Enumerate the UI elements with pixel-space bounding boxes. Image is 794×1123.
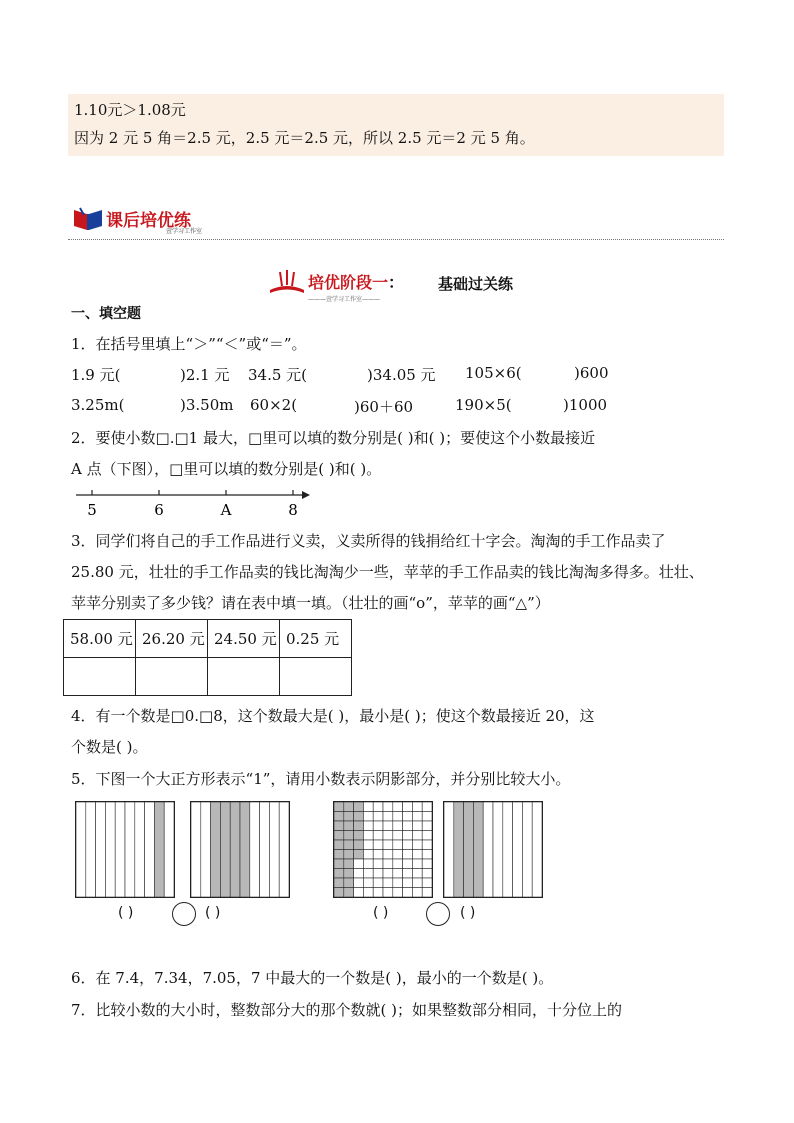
grid-cell [393,869,403,879]
compare-circle-1[interactable] [172,902,196,926]
q2-line1: 2．要使小数□.□1 最大，□里可以填的数分别是( )和( )；要使这个小数最接近 [71,429,596,447]
grid-cell [334,840,344,850]
section-title: 一、填空题 [71,306,141,322]
table-cell: 24.50 元 [208,620,280,658]
strip-cell [503,802,513,897]
tick-label-5: 5 [87,501,97,519]
strip-cell [513,802,523,897]
q7-text: 7．比较小数的大小时，整数部分大的那个数就( )；如果整数部分相同，十分位上的 [71,1001,623,1019]
grid-cell [393,850,403,860]
strip-cell [96,802,106,897]
grid-cell [412,888,422,898]
strip-cell [105,802,115,897]
table-row [64,620,352,658]
grid-cell [344,831,354,841]
grid-cell [383,840,393,850]
grid-cell [422,869,432,879]
q3-line2: 25.80 元，壮壮的手工作品卖的钱比淘淘少一些，苹苹的手工作品卖的钱比淘淘多得多。壮壮、 [71,563,704,581]
q1-r2-c2-left: 60×2( [250,396,298,414]
strip-cell [522,802,532,897]
tick-label-8: 8 [288,501,298,519]
strip-cell [86,802,96,897]
table-cell: 0.25 元 [280,620,352,658]
grid-cell [393,831,403,841]
strip-square-1 [75,801,175,898]
strip-cell [279,802,289,897]
grid-cell [373,802,383,812]
grid-cell [412,802,422,812]
grid-cell [363,859,373,869]
q1-r1-c1-right: )2.1 元 [180,366,230,384]
book-flag-icon [268,268,306,296]
grid-cell [403,831,413,841]
strip-cell [483,802,493,897]
q1-text: 1．在括号里填上“＞”“＜”或“＝”。 [71,335,307,353]
grid-cell [422,821,432,831]
grid-cell [383,869,393,879]
grid-cell [403,802,413,812]
grid-cell [373,888,383,898]
grid-cell [422,840,432,850]
grid-cell [422,859,432,869]
grid-cell [403,812,413,822]
strip-cell [76,802,86,897]
grid-cell [383,878,393,888]
grid-cell [363,850,373,860]
q1-r2-c3-right: )1000 [563,396,608,414]
grid-cell [383,802,393,812]
grid-cell [403,869,413,879]
grid-cell [334,878,344,888]
grid-cell [334,869,344,879]
grid-cell [354,802,364,812]
strip-cell [444,802,454,897]
strip-cell [125,802,135,897]
grid-cell [373,840,383,850]
grid-cell [344,859,354,869]
grid-cell [373,869,383,879]
strip-cell [260,802,270,897]
q3-line3: 苹苹分别卖了多少钱？请在表中填一填。（壮壮的画“o”，苹苹的画“△”） [71,594,550,612]
grid-cell [373,831,383,841]
banner-title: 课后培优练 [106,211,191,231]
grid-cell [334,850,344,860]
grid-cell [393,821,403,831]
price-table [63,619,352,696]
grid-cell [334,802,344,812]
grid-cell [412,831,422,841]
grid-cell [422,802,432,812]
strip-cell [220,802,230,897]
strip-cell [135,802,145,897]
grid-cell [403,840,413,850]
answer-cell[interactable] [64,658,136,696]
grid-cell [373,821,383,831]
grid-cell [393,878,403,888]
grid-cell [412,878,422,888]
compare-right-paren-2: ( ) [460,905,476,921]
grid-cell [334,888,344,898]
compare-circle-2[interactable] [426,902,450,926]
grid-cell [412,859,422,869]
grid-cell [422,831,432,841]
table-cell: 26.20 元 [136,620,208,658]
grid-cell [393,812,403,822]
grid-cell [344,869,354,879]
grid-cell [383,888,393,898]
grid-cell [334,812,344,822]
grid-cell [354,859,364,869]
grid-square-3 [333,801,433,898]
grid-cell [373,878,383,888]
grid-cell [383,850,393,860]
q1-r1-c3-left: 105×6( [465,364,522,382]
grid-cell [363,831,373,841]
strip-cell [230,802,240,897]
strip-cell [240,802,250,897]
grid-cell [383,831,393,841]
strip-cell [191,802,201,897]
grid-cell [354,869,364,879]
grid-cell [344,840,354,850]
grid-cell [412,869,422,879]
grid-cell [393,802,403,812]
strip-cell [154,802,164,897]
book-icon [72,206,104,232]
grid-cell [373,859,383,869]
divider [68,239,724,240]
grid-cell [344,821,354,831]
grid-cell [363,878,373,888]
grid-cell [354,840,364,850]
grid-cell [344,850,354,860]
grid-cell [354,850,364,860]
strip-square-4 [443,801,543,898]
grid-cell [412,840,422,850]
answer-cell[interactable] [208,658,280,696]
grid-cell [393,840,403,850]
number-line [70,486,315,520]
grid-cell [363,888,373,898]
grid-cell [354,821,364,831]
strip-cell [145,802,155,897]
grid-cell [422,812,432,822]
grid-cell [344,888,354,898]
grid-cell [403,878,413,888]
grid-cell [403,821,413,831]
grid-cell [334,831,344,841]
strip-cell [250,802,260,897]
compare-right-paren-1: ( ) [205,905,221,921]
q1-r2-c2-right: )60＋60 [354,398,414,416]
q6-text: 6．在 7.4，7.34，7.05，7 中最大的一个数是( )，最小的一个数是( )。 [71,969,554,987]
q1-r1-c2-left: 34.5 元( [248,366,308,384]
strip-square-2 [190,801,290,898]
grid-cell [383,859,393,869]
answer-cell[interactable] [136,658,208,696]
grid-cell [363,802,373,812]
grid-cell [422,850,432,860]
grid-cell [344,802,354,812]
q3-line1: 3．同学们将自己的手工作品进行义卖，义卖所得的钱捐给红十字会。淘淘的手工作品卖了 [71,532,666,550]
tick-label-6: 6 [154,501,164,519]
grid-cell [383,812,393,822]
banner-subtitle: 萱学习工作室 [166,228,203,235]
grid-cell [383,821,393,831]
grid-cell [373,812,383,822]
grid-cell [393,888,403,898]
strip-cell [164,802,174,897]
answer-cell[interactable] [280,658,352,696]
strip-cell [532,802,542,897]
grid-cell [403,859,413,869]
q4-line1: 4．有一个数是□0.□8，这个数最大是( )，最小是( )；使这个数最接近 20，这 [71,707,595,725]
q1-r1-c2-right: )34.05 元 [367,366,436,384]
answer-line-1: 1.10元＞1.08元 [74,101,186,119]
grid-cell [363,840,373,850]
grid-cell [363,869,373,879]
grid-cell [354,878,364,888]
q1-r1-c3-right: )600 [574,364,609,382]
grid-cell [363,821,373,831]
q2-line2: A 点（下图），□里可以填的数分别是( )和( )。 [71,460,382,478]
q1-r2-c3-left: 190×5( [455,396,512,414]
strip-cell [211,802,221,897]
grid-cell [412,821,422,831]
table-row [64,658,352,696]
stage-subtitle: 基础过关练 [438,275,514,293]
stage-watermark: ———萱学习工作室——— [308,296,381,303]
grid-cell [403,888,413,898]
table-cell: 58.00 元 [64,620,136,658]
strip-cell [115,802,125,897]
q4-line2: 个数是( )。 [71,738,148,756]
q5-text: 5．下图一个大正方形表示“1”，请用小数表示阴影部分，并分别比较大小。 [71,770,571,788]
strip-cell [269,802,279,897]
grid-cell [403,850,413,860]
grid-cell [344,812,354,822]
grid-cell [422,878,432,888]
grid-cell [334,859,344,869]
strip-cell [473,802,483,897]
strip-cell [464,802,474,897]
q1-r1-c1-left: 1.9 元( [71,366,121,384]
grid-cell [363,812,373,822]
grid-cell [334,821,344,831]
grid-cell [373,850,383,860]
tick-label-a: A [220,501,232,519]
stage-title: 培优阶段一： [308,273,405,292]
grid-cell [422,888,432,898]
compare-left-paren-2: ( ) [373,905,389,921]
grid-cell [344,878,354,888]
grid-cell [354,888,364,898]
grid-cell [393,859,403,869]
strip-cell [201,802,211,897]
answer-line-2: 因为 2 元 5 角＝2.5 元，2.5 元＝2.5 元，所以 2.5 元＝2 元 5 角。 [74,129,535,147]
strip-cell [493,802,503,897]
stage-heading [268,268,538,303]
q1-r2-c1-right: )3.50m [180,396,234,414]
answer-box [68,94,724,156]
compare-left-paren-1: ( ) [118,905,134,921]
grid-cell [412,850,422,860]
grid-cell [354,812,364,822]
strip-cell [454,802,464,897]
grid-cell [412,812,422,822]
q1-r2-c1-left: 3.25m( [71,396,125,414]
grid-cell [354,831,364,841]
